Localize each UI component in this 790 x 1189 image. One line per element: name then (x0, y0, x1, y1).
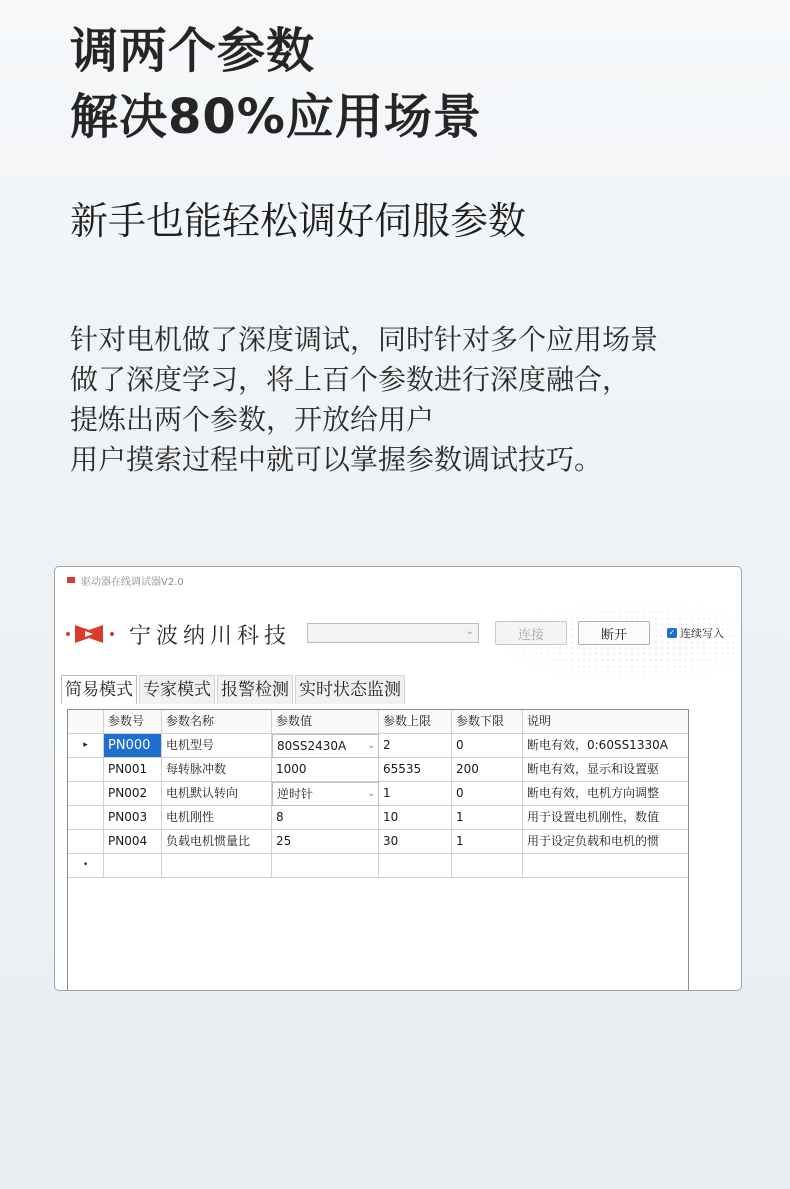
brand-name: 宁波纳川科技 (129, 624, 292, 649)
param-name-cell[interactable]: 电机型号 (162, 734, 272, 758)
column-header[interactable]: 参数名称 (162, 710, 272, 734)
param-name-cell[interactable]: 电机默认转向 (162, 782, 272, 806)
param-id-cell[interactable]: PN001 (104, 758, 162, 782)
checkbox-checked-icon[interactable]: ✓ (668, 628, 676, 637)
subhead: 新手也能轻松调好伺服参数 (70, 199, 527, 243)
chevron-down-icon: ⌄ (367, 789, 375, 799)
param-upper-cell[interactable]: 10 (379, 806, 452, 830)
param-lower-cell[interactable]: 0 (452, 734, 523, 758)
tab-expert-mode[interactable]: 专家模式 (139, 675, 215, 704)
param-lower-cell[interactable]: 1 (452, 806, 523, 830)
chevron-down-icon: ⌄ (465, 626, 474, 637)
param-note-cell[interactable]: 用于设定负载和电机的惯 (523, 830, 688, 854)
parameter-table (67, 709, 689, 991)
table-new-row[interactable] (68, 854, 688, 878)
param-value: 逆时针 (277, 787, 314, 801)
param-note-cell[interactable]: 断电有效，0:60SS1330A (523, 734, 688, 758)
table-row[interactable] (68, 782, 688, 806)
row-header[interactable] (68, 758, 104, 782)
param-value-dropdown[interactable] (272, 734, 379, 758)
headline (70, 18, 482, 150)
window-title: 驱动器在线调试器V2.0 (81, 576, 184, 588)
company-logo-icon (65, 623, 115, 645)
tab-realtime-monitor[interactable]: 实时状态监测 (295, 675, 405, 704)
description-line: 用户摸索过程中就可以掌握参数调试技巧。 (70, 443, 603, 476)
table-row[interactable] (68, 830, 688, 854)
description-line: 提炼出两个参数，开放给用户 (70, 403, 435, 436)
param-value-cell[interactable]: 1000 (272, 758, 379, 782)
param-name-cell[interactable]: 负载电机惯量比 (162, 830, 272, 854)
app-window (54, 566, 742, 991)
param-upper-cell[interactable]: 65535 (379, 758, 452, 782)
row-header[interactable] (68, 830, 104, 854)
row-header[interactable] (68, 782, 104, 806)
continuous-write-label: 连续写入 (680, 627, 724, 640)
description-line: 做了深度学习，将上百个参数进行深度融合， (70, 363, 631, 396)
table-row[interactable] (68, 758, 688, 782)
window-titlebar (55, 567, 741, 593)
description (70, 320, 760, 480)
param-lower-cell[interactable]: 0 (452, 782, 523, 806)
empty-cell[interactable] (379, 854, 452, 878)
param-id-cell[interactable]: PN000 (104, 734, 162, 758)
row-header[interactable] (68, 806, 104, 830)
param-upper-cell[interactable]: 30 (379, 830, 452, 854)
chevron-down-icon: ⌄ (367, 741, 375, 751)
column-header[interactable]: 参数号 (104, 710, 162, 734)
empty-cell[interactable] (162, 854, 272, 878)
headline-line-2: 解决80%应用场景 (70, 89, 482, 145)
param-value-cell[interactable]: 8 (272, 806, 379, 830)
param-value-cell[interactable]: 25 (272, 830, 379, 854)
param-name-cell[interactable]: 电机刚性 (162, 806, 272, 830)
empty-cell[interactable] (452, 854, 523, 878)
table-row[interactable] (68, 806, 688, 830)
connect-button[interactable]: 连接 (495, 621, 567, 645)
row-header-corner (68, 710, 104, 734)
param-id-cell[interactable]: PN002 (104, 782, 162, 806)
param-value: 80SS2430A (277, 739, 347, 753)
param-lower-cell[interactable]: 1 (452, 830, 523, 854)
column-header[interactable]: 参数上限 (379, 710, 452, 734)
table-row[interactable] (68, 734, 688, 758)
headline-line-1: 调两个参数 (70, 23, 316, 79)
continuous-write-toggle[interactable] (667, 625, 724, 641)
param-upper-cell[interactable]: 2 (379, 734, 452, 758)
tab-alarm-detection[interactable]: 报警检测 (217, 675, 293, 704)
description-line: 针对电机做了深度调试，同时针对多个应用场景 (70, 323, 659, 356)
brand-toolbar (55, 615, 741, 655)
param-upper-cell[interactable]: 1 (379, 782, 452, 806)
app-icon (67, 577, 75, 583)
empty-cell[interactable] (523, 854, 688, 878)
column-header[interactable]: 参数值 (272, 710, 379, 734)
empty-cell[interactable] (104, 854, 162, 878)
tab-simple-mode[interactable]: 简易模式 (61, 675, 137, 704)
param-value-dropdown[interactable] (272, 782, 379, 806)
param-id-cell[interactable]: PN003 (104, 806, 162, 830)
empty-cell[interactable] (272, 854, 379, 878)
column-header[interactable]: 说明 (523, 710, 688, 734)
param-name-cell[interactable]: 每转脉冲数 (162, 758, 272, 782)
new-row-marker-icon[interactable]: • (68, 854, 104, 878)
disconnect-button[interactable]: 断开 (578, 621, 650, 645)
param-note-cell[interactable]: 用于设置电机刚性，数值 (523, 806, 688, 830)
row-selector-icon[interactable]: ▸ (68, 734, 104, 758)
param-lower-cell[interactable]: 200 (452, 758, 523, 782)
column-header[interactable]: 参数下限 (452, 710, 523, 734)
param-id-cell[interactable]: PN004 (104, 830, 162, 854)
param-note-cell[interactable]: 断电有效，显示和设置驱 (523, 758, 688, 782)
param-note-cell[interactable]: 断电有效，电机方向调整 (523, 782, 688, 806)
mode-tabs (61, 675, 407, 705)
table-header-row (68, 710, 688, 734)
port-select[interactable] (307, 623, 479, 643)
